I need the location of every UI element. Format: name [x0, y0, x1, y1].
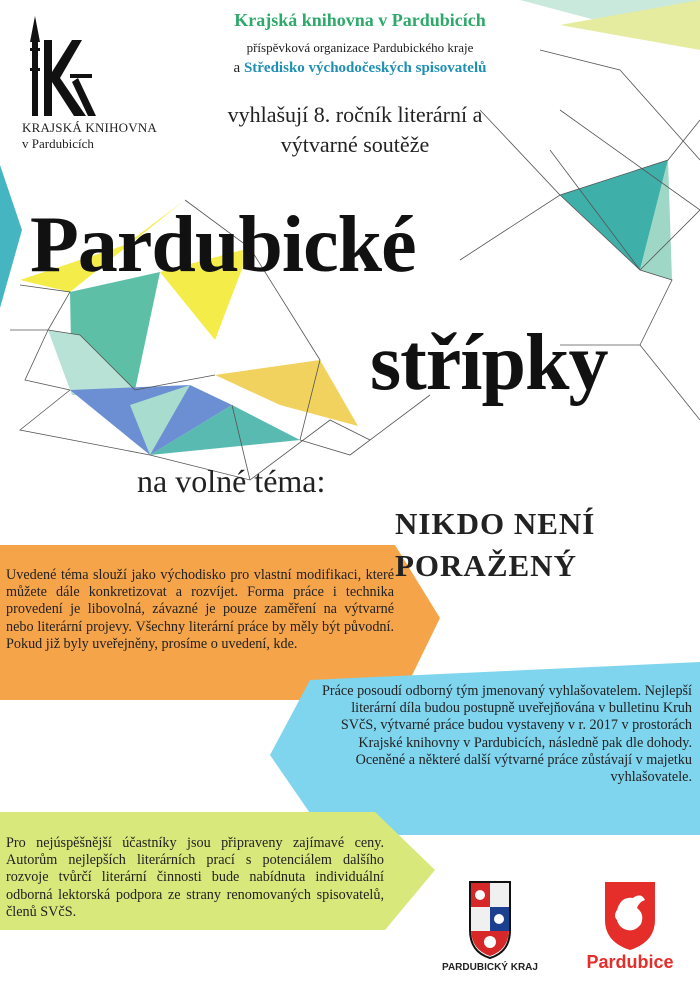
- theme-title: [395, 503, 695, 587]
- city-label: Pardubice: [586, 952, 674, 972]
- organizer-type: příspěvková organizace Pardubického kraje: [246, 40, 474, 55]
- pardubice-city-logo: [575, 880, 685, 980]
- title-line1: Pardubické: [30, 201, 416, 289]
- coorganizer-line: [160, 60, 560, 77]
- theme-line1: NIKDO NENÍ: [395, 506, 596, 541]
- library-logo: [18, 12, 168, 151]
- coorganizer-name: Středisko východočeských spisovatelů: [243, 60, 487, 76]
- church-tower-k-icon: [22, 12, 102, 120]
- prizes-text: Pro nejúspěšnější účastníky jsou připraveny zajímavé ceny. Autorům nejlepších literárních prací s potenciálem dalšího rozvoje tvůrčí literární činnosti bude nabídnuta individuální odborná lektorská podpora ze strany renomovaných spisovatelů, členů SVčS.: [6, 835, 384, 920]
- evaluation-text: Práce posoudí odborný tým jmenovaný vyhlašovatelem. Nejlepší literární díla budou postupně uveřejňována v bulletinu Kruh SVčS, výtvarné práce budou vystaveny v r. 2017 v prostorách Krajské knihovny v Pardubicích, následně pak dle dohody. Oceněné a některé další výtvarné práce zůstávají v majetku vyhlašovatele.: [322, 683, 692, 786]
- library-logo-line2: v Pardubicích: [22, 136, 94, 151]
- region-coat-of-arms-icon: [440, 880, 540, 960]
- region-label: PARDUBICKÝ KRAJ: [442, 962, 538, 973]
- announcement-line2: výtvarné soutěže: [280, 132, 430, 157]
- announcement: [165, 100, 545, 160]
- horse-shield-icon: [575, 880, 685, 952]
- rules-text: Uvedené téma slouží jako východisko pro vlastní modifikaci, které můžete dále konkretizovat a rozvíjet. Forma práce i technika provedení je libovolná, závazné je pouze zaměření na výtvarné nebo literární projevy. Všechny literární práce by měly být původní. Pokud již byly uveřejněny, prosíme o uvedení, kde.: [6, 567, 394, 652]
- pardubicky-kraj-logo: [440, 880, 540, 980]
- coorganizer-prefix: a: [233, 60, 241, 76]
- teal-shape-left: [0, 165, 22, 308]
- announcement-line1: vyhlašují 8. ročník literární a: [227, 102, 483, 127]
- theme-label: na volné téma:: [137, 463, 326, 499]
- title-line2: střípky: [370, 319, 608, 407]
- theme-line2: PORAŽENÝ: [395, 548, 577, 583]
- library-logo-line1: KRAJSKÁ KNIHOVNA: [22, 120, 158, 135]
- organizer-name: Krajská knihovna v Pardubicích: [234, 10, 486, 30]
